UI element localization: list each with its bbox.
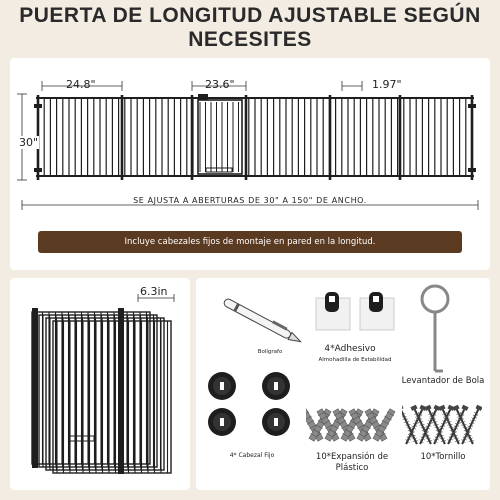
pen-label: Bolígrafo (257, 349, 283, 355)
panel-width-label: 24.8" (66, 78, 96, 91)
height-label: 30" (19, 136, 39, 149)
adhesive-subtitle: Almohadilla de Estabilidad (318, 357, 392, 363)
adhesive-title: 4*Adhesivo (324, 344, 376, 354)
folded-gate-illustration (10, 278, 190, 490)
dimension-arrows (17, 81, 478, 210)
screw-icon (402, 400, 482, 450)
width-range-text: SE AJUSTA A ABERTURAS DE 30" A 150" DE ANCHO. (133, 196, 367, 205)
title-line-2: NECESITES (188, 28, 312, 51)
title-line-1: PUERTA DE LONGITUD AJUSTABLE SEGÚN (19, 4, 481, 27)
fixed-head-label: 4* Cabezal Fijo (229, 452, 275, 459)
expansion-label-1: 10*Expansión de (315, 452, 389, 462)
expansion-label-2: Plástico (335, 463, 369, 473)
plastic-expansion-icon (306, 400, 396, 450)
ring-lifter-icon (415, 283, 455, 378)
bar-spacing-label: 1.97" (372, 78, 402, 91)
page-title (0, 4, 500, 52)
depth-label: 6.3in (140, 285, 168, 298)
ring-lifter-label: Levantador de Bola (401, 376, 485, 386)
screw-label: 10*Tornillo (420, 452, 466, 462)
fixed-head-icon (204, 372, 304, 442)
wall-mount-banner (38, 231, 462, 253)
banner-text: Incluye cabezales fijos de montaje en pared en la longitud. (124, 237, 376, 247)
door-width-label: 23.6" (205, 78, 235, 91)
adhesive-pad-icon (312, 292, 402, 332)
pen-icon (210, 295, 310, 345)
